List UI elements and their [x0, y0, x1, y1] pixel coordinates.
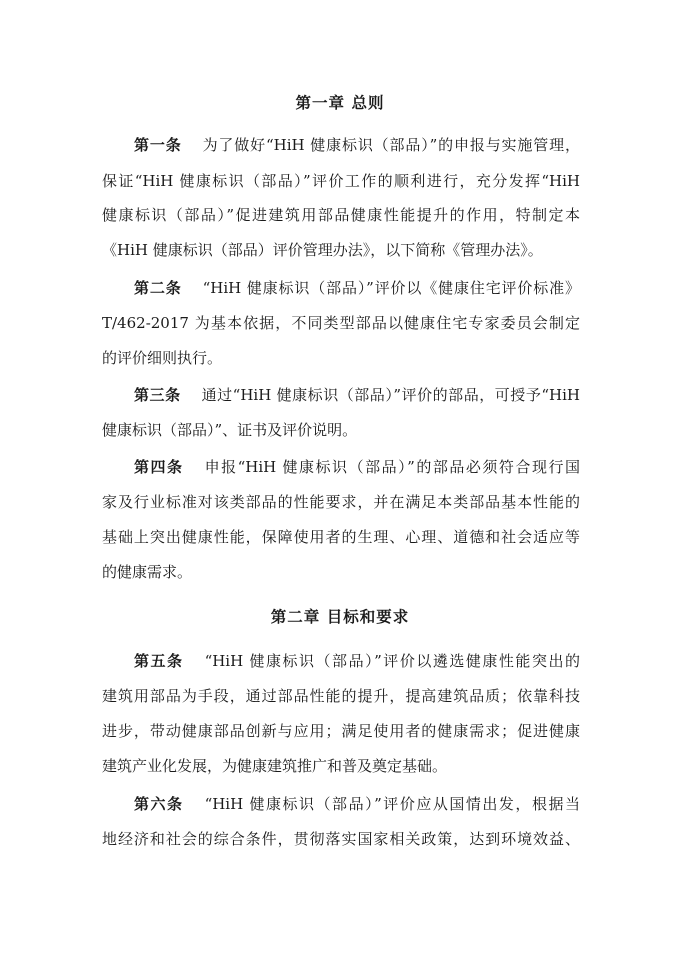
article-2-label: 第二条: [134, 279, 182, 297]
article-4-line-1: 第四条 申报“HiH 健康标识（部品）”的部品必须符合现行国: [134, 458, 580, 476]
article-2-line-3: 的评价细则执行。: [102, 349, 223, 367]
article-3-line-1: 第三条 通过“HiH 健康标识（部品）”评价的部品，可授予“HiH: [134, 386, 580, 404]
article-4-line-4: 的健康需求。: [102, 563, 193, 581]
article-1-line-4: 《HiH 健康标识（部品）评价管理办法》，以下简称《管理办法》。: [102, 241, 543, 259]
chapter-title-1: 第一章 总则: [295, 93, 385, 112]
article-1-line-3: 健康标识（部品）”促进建筑用部品健康性能提升的作用，特制定本: [102, 206, 580, 224]
article-1-line-1: 第一条 为了做好“HiH 健康标识（部品）”的申报与实施管理，: [134, 136, 580, 154]
article-5-label: 第五条: [134, 652, 184, 670]
article-3-label: 第三条: [134, 386, 181, 404]
article-2-line-2: T/462-2017 为基本依据，不同类型部品以健康住宅专家委员会制定: [102, 314, 580, 332]
article-1-label: 第一条: [134, 136, 182, 154]
article-5-line-3: 进步，带动健康部品创新与应用；满足使用者的健康需求；促进健康: [102, 722, 580, 740]
article-1-line-2: 保证“HiH 健康标识（部品）”评价工作的顺利进行，充分发挥“HiH: [102, 172, 580, 190]
article-3-line-2: 健康标识（部品）”、证书及评价说明。: [102, 421, 358, 439]
article-6-line-1: 第六条 “HiH 健康标识（部品）”评价应从国情出发，根据当: [134, 795, 580, 813]
article-5-line-1: 第五条 “HiH 健康标识（部品）”评价以遴选健康性能突出的: [134, 652, 580, 670]
article-5-line-4: 建筑产业化发展，为健康建筑推广和普及奠定基础。: [102, 757, 448, 775]
article-5-line-2: 建筑用部品为手段，通过部品性能的提升，提高建筑品质；依靠科技: [102, 687, 580, 705]
article-4-line-3: 基础上突出健康性能，保障使用者的生理、心理、道德和社会适应等: [102, 528, 580, 546]
article-4-line-2: 家及行业标准对该类部品的性能要求，并在满足本类部品基本性能的: [102, 493, 580, 511]
article-6-line-2: 地经济和社会的综合条件，贯彻落实国家相关政策，达到环境效益、: [102, 830, 580, 848]
article-6-label: 第六条: [134, 795, 184, 813]
article-4-label: 第四条: [134, 458, 184, 476]
chapter-title-2: 第二章 目标和要求: [270, 607, 410, 626]
article-2-line-1: 第二条 “HiH 健康标识（部品）”评价以《健康住宅评价标准》: [134, 279, 580, 297]
